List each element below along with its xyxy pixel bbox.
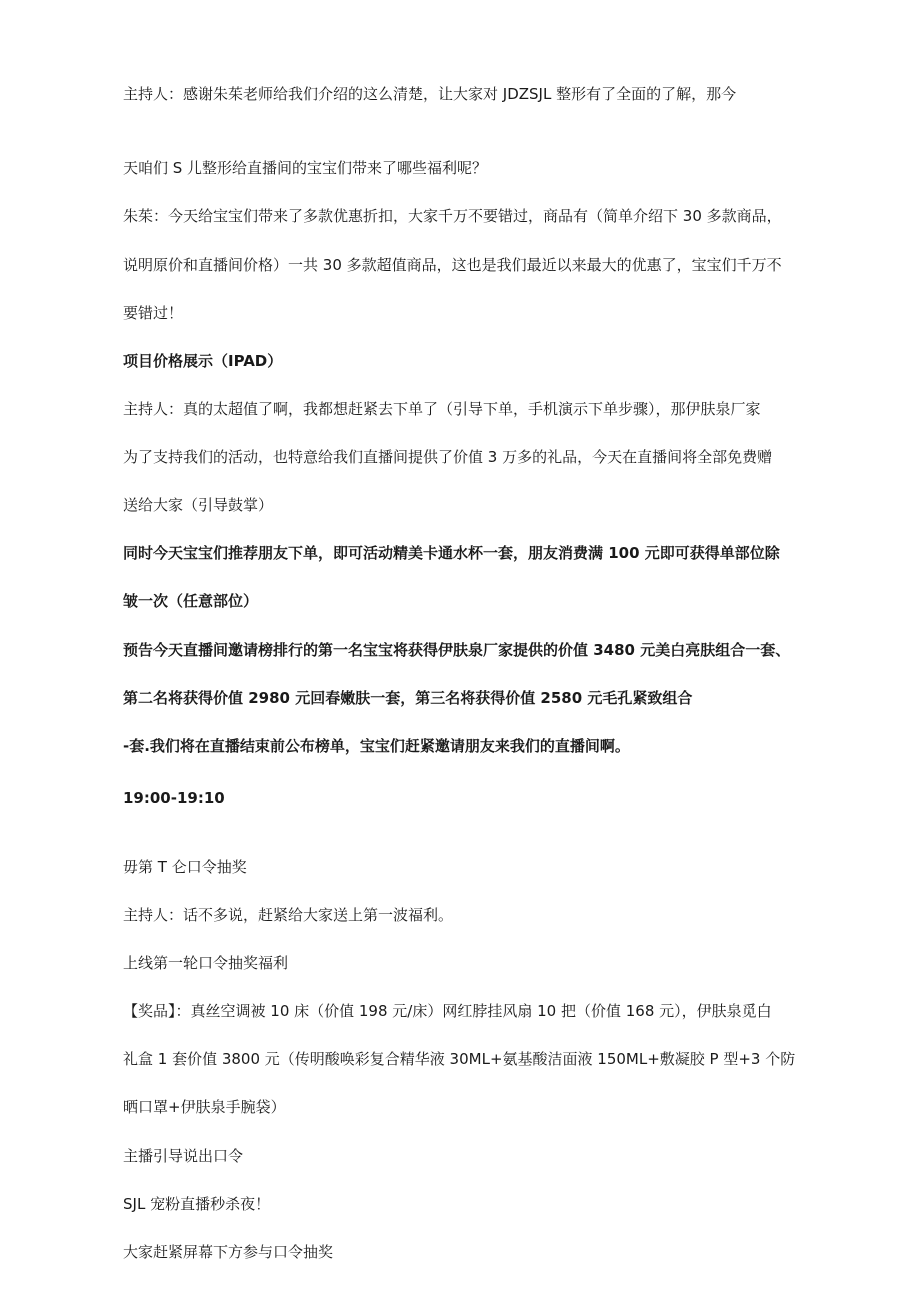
referral-offer-line-1: 同时今天宝宝们推荐朋友下单，即可活动精美卡通水杯一套，朋友消费满 100 元即可获得单部位除 [123, 544, 780, 562]
host-order-line-3: 送给大家（引导鼓掌） [123, 496, 274, 514]
time-slot-heading: 19:00-19:10 [123, 789, 225, 807]
ranking-notice-line-1: 预告今天直播间邀请榜排行的第一名宝宝将获得伊肤泉厂家提供的价值 3480 元美白亮肤组合一套、 [123, 641, 791, 659]
host-intro-line-1: 主持人：感谢朱茱老师给我们介绍的这么清楚，让大家对 JDZSJL 整形有了全面的了解，那今 [123, 85, 737, 103]
referral-offer-line-2: 皱一次（任意部位） [123, 592, 259, 610]
anchor-guide-line: 主播引导说出口令 [123, 1147, 244, 1165]
password-phrase-line: SJL 宠粉直播秒杀夜！ [123, 1195, 271, 1213]
lottery-intro-line: 上线第一轮口令抽奖福利 [123, 954, 289, 972]
zhu-reply-line-2: 说明原价和直播间价格）一共 30 多款超值商品，这也是我们最近以来最大的优惠了，宝宝们千万不 [123, 256, 782, 274]
ranking-notice-line-2: 第二名将获得价值 2980 元回春嫩肤一套，第三名将获得价值 2580 元毛孔紧致组合 [123, 689, 693, 707]
host-intro-line-2: 天咱们 S 儿整形给直播间的宝宝们带来了哪些福利呢？ [123, 159, 488, 177]
zhu-reply-line-1: 朱茱：今天给宝宝们带来了多款优惠折扣，大家千万不要错过，商品有（简单介绍下 30 多款商品， [123, 207, 782, 225]
ranking-notice-line-3: -套.我们将在直播结束前公布榜单，宝宝们赶紧邀请朋友来我们的直播间啊。 [123, 737, 630, 755]
prize-list-line-1: 【奖品】：真丝空调被 10 床（价值 198 元/床）网红脖挂风扇 10 把（价值 168 元），伊肤泉觅白 [123, 1002, 772, 1020]
lottery-round-heading: 毋第 T 仑口令抽奖 [123, 858, 247, 876]
prize-list-line-2: 礼盒 1 套价值 3800 元（传明酸唤彩复合精华液 30ML+氨基酸洁面液 150ML+敷凝胶 P 型+3 个防 [123, 1050, 796, 1068]
zhu-reply-line-3: 要错过！ [123, 304, 184, 322]
host-lottery-line: 主持人：话不多说，赶紧给大家送上第一波福利。 [123, 906, 454, 924]
host-order-line-2: 为了支持我们的活动，也特意给我们直播间提供了价值 3 万多的礼品，今天在直播间将全部免费赠 [123, 448, 773, 466]
prize-list-line-3: 晒口罩+伊肤泉手腕袋） [123, 1098, 286, 1116]
section-heading-price-display: 项目价格展示（IPAD） [123, 352, 283, 370]
participate-call-line: 大家赶紧屏幕下方参与口令抽奖 [123, 1243, 334, 1261]
host-order-line-1: 主持人：真的太超值了啊，我都想赶紧去下单了（引导下单，手机演示下单步骤），那伊肤泉厂家 [123, 400, 761, 418]
